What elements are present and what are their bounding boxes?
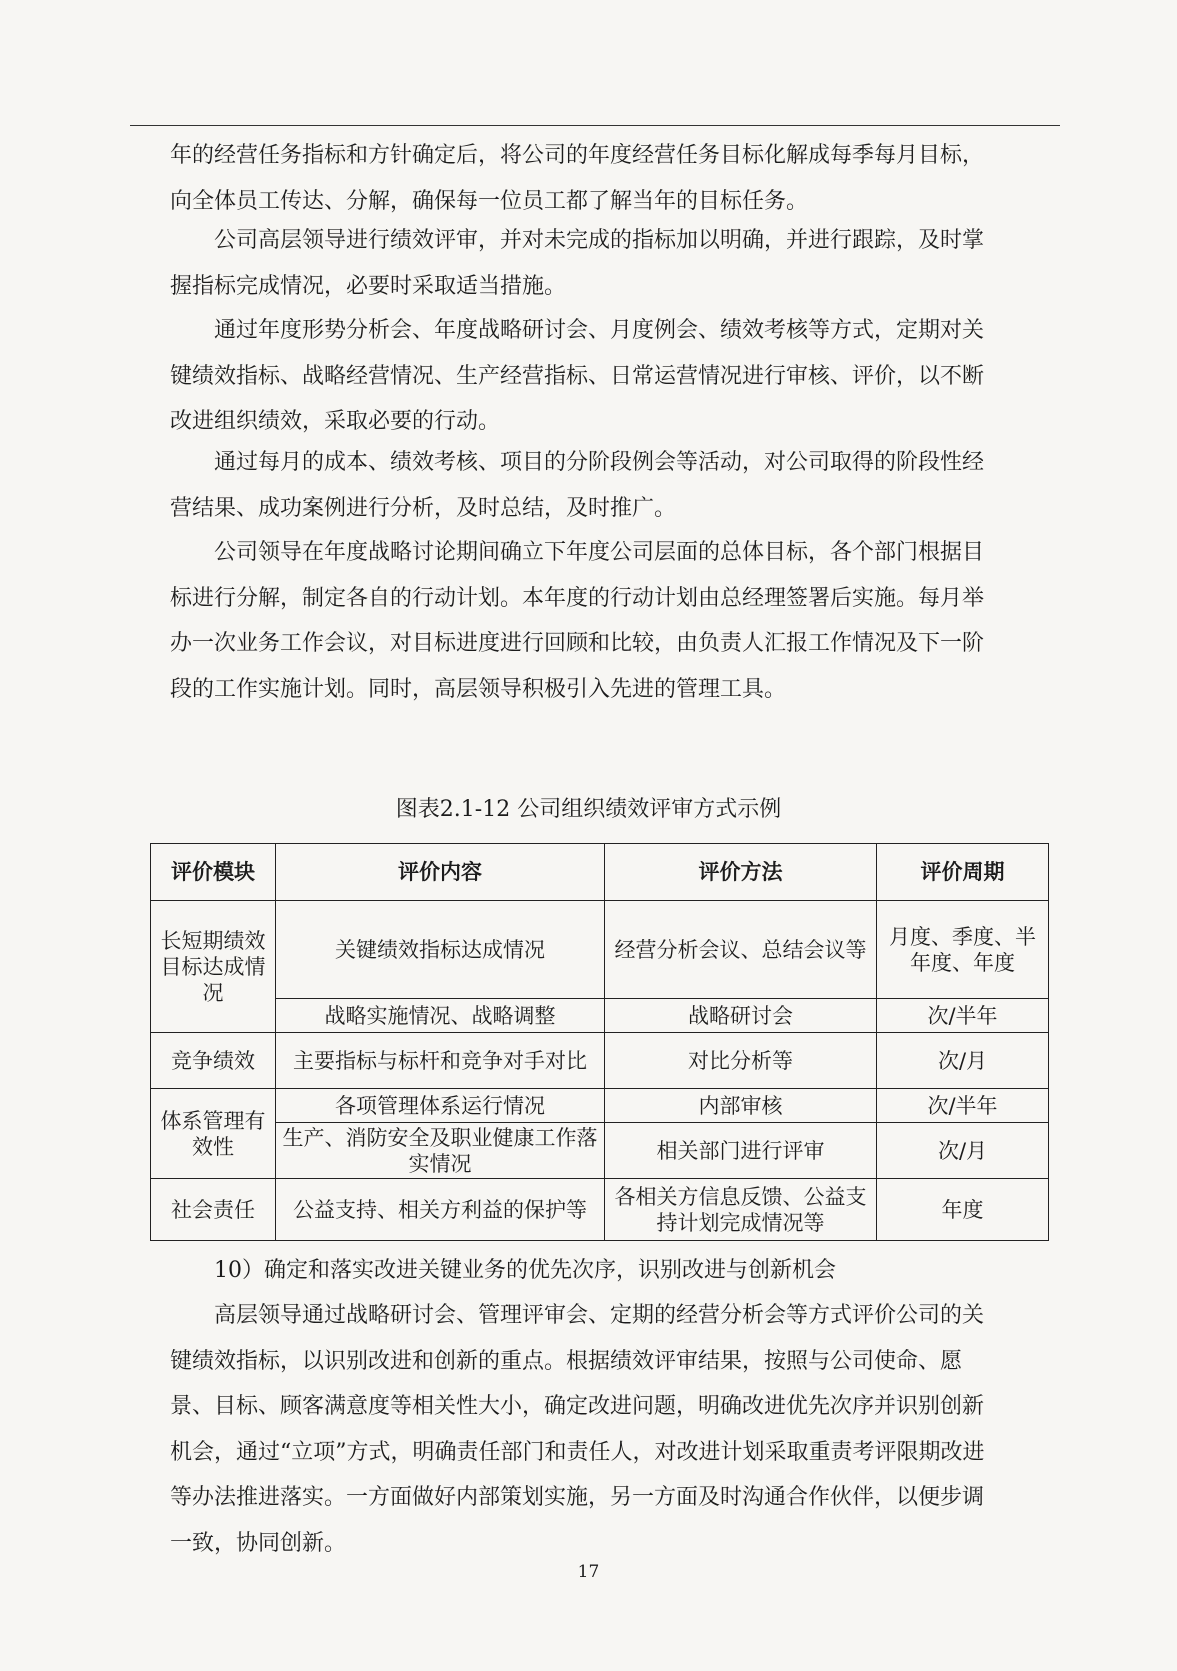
table-caption: 图表2.1-12 公司组织绩效评审方式示例 — [395, 797, 782, 822]
header-module: 评价模块 — [151, 844, 276, 901]
paragraph-1: 年的经营任务指标和方针确定后，将公司的年度经营任务目标化解成每季每月目标，向全体员工传达、分解，确保每一位员工都了解当年的目标任务。 — [170, 143, 985, 214]
method-cell: 战略研讨会 — [605, 999, 877, 1033]
table-header-row — [151, 844, 1049, 901]
module-cell: 竞争绩效 — [151, 1033, 276, 1089]
table-row — [151, 1089, 1049, 1123]
period-cell: 次/半年 — [877, 999, 1049, 1033]
header-rule — [130, 125, 1060, 126]
table-row — [151, 1123, 1049, 1179]
method-cell: 相关部门进行评审 — [605, 1123, 877, 1179]
method-cell: 内部审核 — [605, 1089, 877, 1123]
module-cell: 社会责任 — [151, 1179, 276, 1241]
content-cell: 战略实施情况、战略调整 — [276, 999, 605, 1033]
period-cell: 次/月 — [877, 1123, 1049, 1179]
paragraph-3: 通过年度形势分析会、年度战略研讨会、月度例会、绩效考核等方式，定期对关键绩效指标、战略经营情况、生产经营指标、日常运营情况进行审核、评价，以不断改进组织绩效，采取必要的行动。 — [170, 318, 985, 434]
content-cell: 关键绩效指标达成情况 — [276, 901, 605, 999]
page-number: 17 — [577, 1562, 600, 1582]
header-period: 评价周期 — [877, 844, 1049, 901]
header-content: 评价内容 — [276, 844, 605, 901]
method-cell: 经营分析会议、总结会议等 — [605, 901, 877, 999]
evaluation-table — [150, 843, 1049, 1241]
period-cell: 年度 — [877, 1179, 1049, 1241]
period-cell: 次/半年 — [877, 1089, 1049, 1123]
paragraph-7: 高层领导通过战略研讨会、管理评审会、定期的经营分析会等方式评价公司的关键绩效指标，以识别改进和创新的重点。根据绩效评审结果，按照与公司使命、愿景、目标、顾客满意度等相关性大小，确定改进问题，明确改进优先次序并识别创新机会，通过“立项”方式，明确责任部门和责任人，对改进计划采取重责考评限期改进等办法推进落实。一方面做好内部策划实施，另一方面及时沟通合作伙伴，以便步调一致，协同创新。 — [170, 1303, 985, 1556]
method-cell: 对比分析等 — [605, 1033, 877, 1089]
paragraph-5: 公司领导在年度战略讨论期间确立下年度公司层面的总体目标，各个部门根据目标进行分解，制定各自的行动计划。本年度的行动计划由总经理签署后实施。每月举办一次业务工作会议，对目标进度进行回顾和比较，由负责人汇报工作情况及下一阶段的工作实施计划。同时，高层领导积极引入先进的管理工具。 — [170, 540, 985, 702]
module-cell: 长短期绩效目标达成情况 — [151, 901, 276, 1033]
period-cell: 次/月 — [877, 1033, 1049, 1089]
content-cell: 生产、消防安全及职业健康工作落实情况 — [276, 1123, 605, 1179]
table-row — [151, 1179, 1049, 1241]
table-row — [151, 901, 1049, 999]
table-row — [151, 999, 1049, 1033]
period-cell: 月度、季度、半年度、年度 — [877, 901, 1049, 999]
paragraph-2: 公司高层领导进行绩效评审，并对未完成的指标加以明确，并进行跟踪，及时掌握指标完成情况，必要时采取适当措施。 — [170, 228, 985, 299]
table-row — [151, 1033, 1049, 1089]
section-heading: 10）确定和落实改进关键业务的优先次序，识别改进与创新机会 — [214, 1258, 836, 1283]
content-cell: 公益支持、相关方利益的保护等 — [276, 1179, 605, 1241]
module-cell: 体系管理有效性 — [151, 1089, 276, 1179]
header-method: 评价方法 — [605, 844, 877, 901]
content-cell: 各项管理体系运行情况 — [276, 1089, 605, 1123]
content-cell: 主要指标与标杆和竞争对手对比 — [276, 1033, 605, 1089]
paragraph-4: 通过每月的成本、绩效考核、项目的分阶段例会等活动，对公司取得的阶段性经营结果、成功案例进行分析，及时总结，及时推广。 — [170, 450, 985, 521]
method-cell: 各相关方信息反馈、公益支持计划完成情况等 — [605, 1179, 877, 1241]
